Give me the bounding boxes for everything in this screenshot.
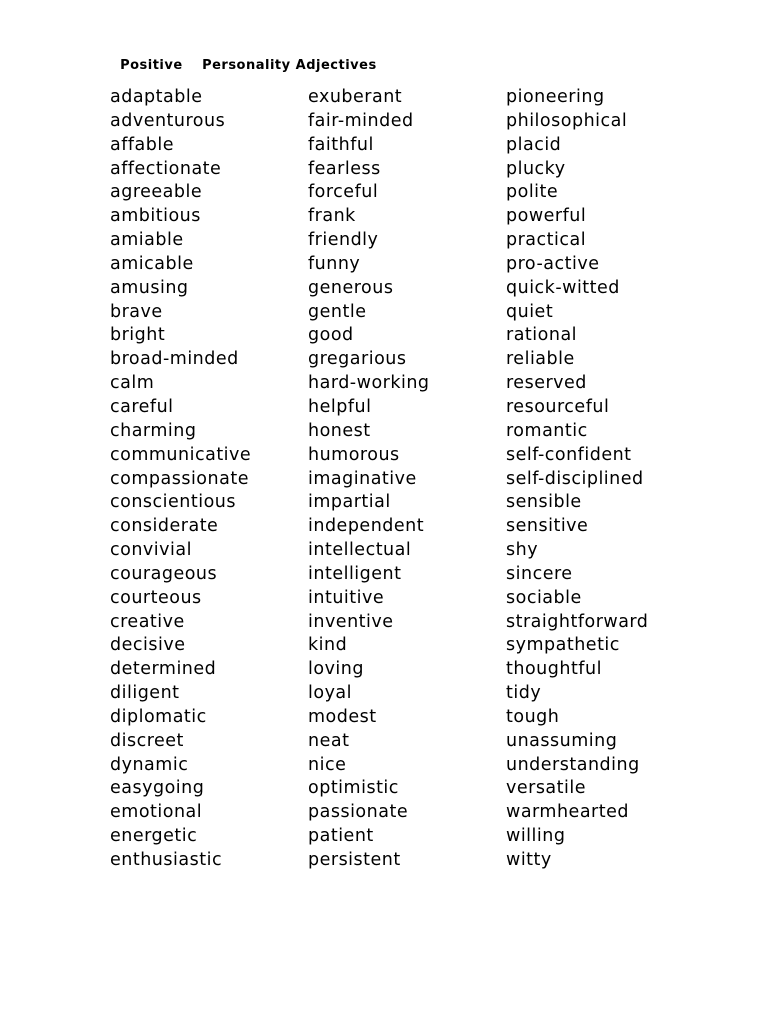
adjective-item: sociable — [506, 587, 582, 608]
adjective-item: quick-witted — [506, 277, 620, 298]
adjective-item: loving — [308, 659, 364, 680]
adjective-item: unassuming — [506, 730, 618, 751]
adjective-item: quiet — [506, 301, 554, 322]
adjective-item: shy — [506, 540, 539, 561]
adjective-item: energetic — [110, 826, 198, 847]
adjective-item: persistent — [308, 850, 401, 870]
adjective-item: dynamic — [110, 754, 189, 775]
adjective-item: understanding — [506, 754, 640, 775]
adjective-item: reliable — [506, 349, 575, 370]
adjective-item: willing — [506, 826, 566, 847]
adjective-item: compassionate — [110, 468, 249, 489]
adjective-item: charming — [110, 420, 197, 441]
adjective-item: practical — [506, 230, 587, 251]
adjective-item: exuberant — [308, 87, 403, 107]
adjective-item: good — [308, 325, 354, 346]
adjective-item: powerful — [506, 206, 587, 227]
adjective-item: self-disciplined — [506, 468, 644, 489]
adjective-item: witty — [506, 850, 552, 870]
adjective-item: gregarious — [308, 349, 407, 370]
adjective-item: passionate — [308, 802, 409, 823]
adjective-item: faithful — [308, 134, 374, 155]
adjective-item: impartial — [308, 492, 391, 513]
adjective-item: conscientious — [110, 492, 237, 513]
adjective-item: convivial — [110, 540, 192, 561]
adjective-item: brave — [110, 301, 163, 322]
adjective-column-2 — [308, 86, 498, 873]
adjective-item: agreeable — [110, 182, 203, 203]
adjective-item: modest — [308, 706, 377, 727]
adjective-item: self-confident — [506, 444, 632, 465]
adjective-column-1 — [110, 86, 300, 873]
adjective-item: honest — [308, 420, 371, 441]
title-word-positive: Positive — [120, 58, 183, 73]
adjective-item: amicable — [110, 253, 194, 274]
adjective-item: imaginative — [308, 468, 417, 489]
adjective-item: forceful — [308, 182, 379, 203]
adjective-item: loyal — [308, 683, 353, 704]
adjective-item: adventurous — [110, 110, 226, 131]
adjective-item: funny — [308, 253, 361, 274]
adjective-item: determined — [110, 659, 217, 680]
adjective-item: discreet — [110, 730, 184, 751]
adjective-item: intuitive — [308, 587, 385, 608]
adjective-item: rational — [506, 325, 578, 346]
adjective-item: plucky — [506, 158, 566, 179]
adjective-item: optimistic — [308, 778, 399, 799]
adjective-item: nice — [308, 754, 347, 775]
adjective-item: courageous — [110, 563, 218, 584]
adjective-item: kind — [308, 635, 348, 656]
adjective-item: warmhearted — [506, 802, 629, 823]
adjective-item: bright — [110, 325, 166, 346]
adjective-item: broad-minded — [110, 349, 239, 370]
adjective-item: humorous — [308, 444, 400, 465]
adjective-item: versatile — [506, 778, 587, 799]
adjective-item: enthusiastic — [110, 850, 223, 870]
adjective-item: careful — [110, 396, 174, 417]
adjective-item: courteous — [110, 587, 202, 608]
adjective-item: decisive — [110, 635, 186, 656]
adjective-item: emotional — [110, 802, 203, 823]
adjective-item: affable — [110, 134, 175, 155]
adjective-item: ambitious — [110, 206, 201, 227]
adjective-item: adaptable — [110, 87, 203, 107]
adjective-item: amusing — [110, 277, 189, 298]
title-words-personality-adjectives: Personality Adjectives — [202, 58, 377, 73]
adjective-item: diligent — [110, 683, 180, 704]
adjective-item: polite — [506, 182, 559, 203]
adjective-item: diplomatic — [110, 706, 207, 727]
adjective-item: gentle — [308, 301, 367, 322]
adjective-item: fair-minded — [308, 110, 414, 131]
page-title — [110, 43, 377, 73]
adjective-item: intellectual — [308, 540, 412, 561]
adjective-item: pioneering — [506, 87, 605, 107]
adjective-item: thoughtful — [506, 659, 602, 680]
adjective-item: inventive — [308, 611, 394, 632]
adjective-item: romantic — [506, 420, 588, 441]
adjective-item: easygoing — [110, 778, 205, 799]
adjective-item: affectionate — [110, 158, 222, 179]
adjective-item: neat — [308, 730, 350, 751]
adjective-item: frank — [308, 206, 356, 227]
adjective-item: friendly — [308, 230, 379, 251]
adjective-item: tidy — [506, 683, 542, 704]
adjective-item: fearless — [308, 158, 381, 179]
adjective-item: patient — [308, 826, 374, 847]
adjective-item: resourceful — [506, 396, 610, 417]
adjective-item: sensitive — [506, 516, 589, 537]
adjective-item: hard-working — [308, 373, 430, 394]
adjective-item: philosophical — [506, 110, 628, 131]
adjective-item: tough — [506, 706, 560, 727]
adjective-item: sympathetic — [506, 635, 620, 656]
adjective-item: sincere — [506, 563, 573, 584]
adjective-item: calm — [110, 373, 155, 394]
adjective-item: placid — [506, 134, 562, 155]
adjective-item: straightforward — [506, 611, 649, 632]
adjective-item: independent — [308, 516, 425, 537]
adjective-item: sensible — [506, 492, 582, 513]
adjective-item: considerate — [110, 516, 219, 537]
adjective-item: intelligent — [308, 563, 402, 584]
adjective-item: helpful — [308, 396, 372, 417]
adjective-item: pro-active — [506, 253, 600, 274]
adjective-column-3 — [506, 86, 706, 873]
adjective-item: creative — [110, 611, 185, 632]
adjective-item: communicative — [110, 444, 252, 465]
adjective-item: reserved — [506, 373, 587, 394]
adjective-item: amiable — [110, 230, 184, 251]
adjective-item: generous — [308, 277, 394, 298]
